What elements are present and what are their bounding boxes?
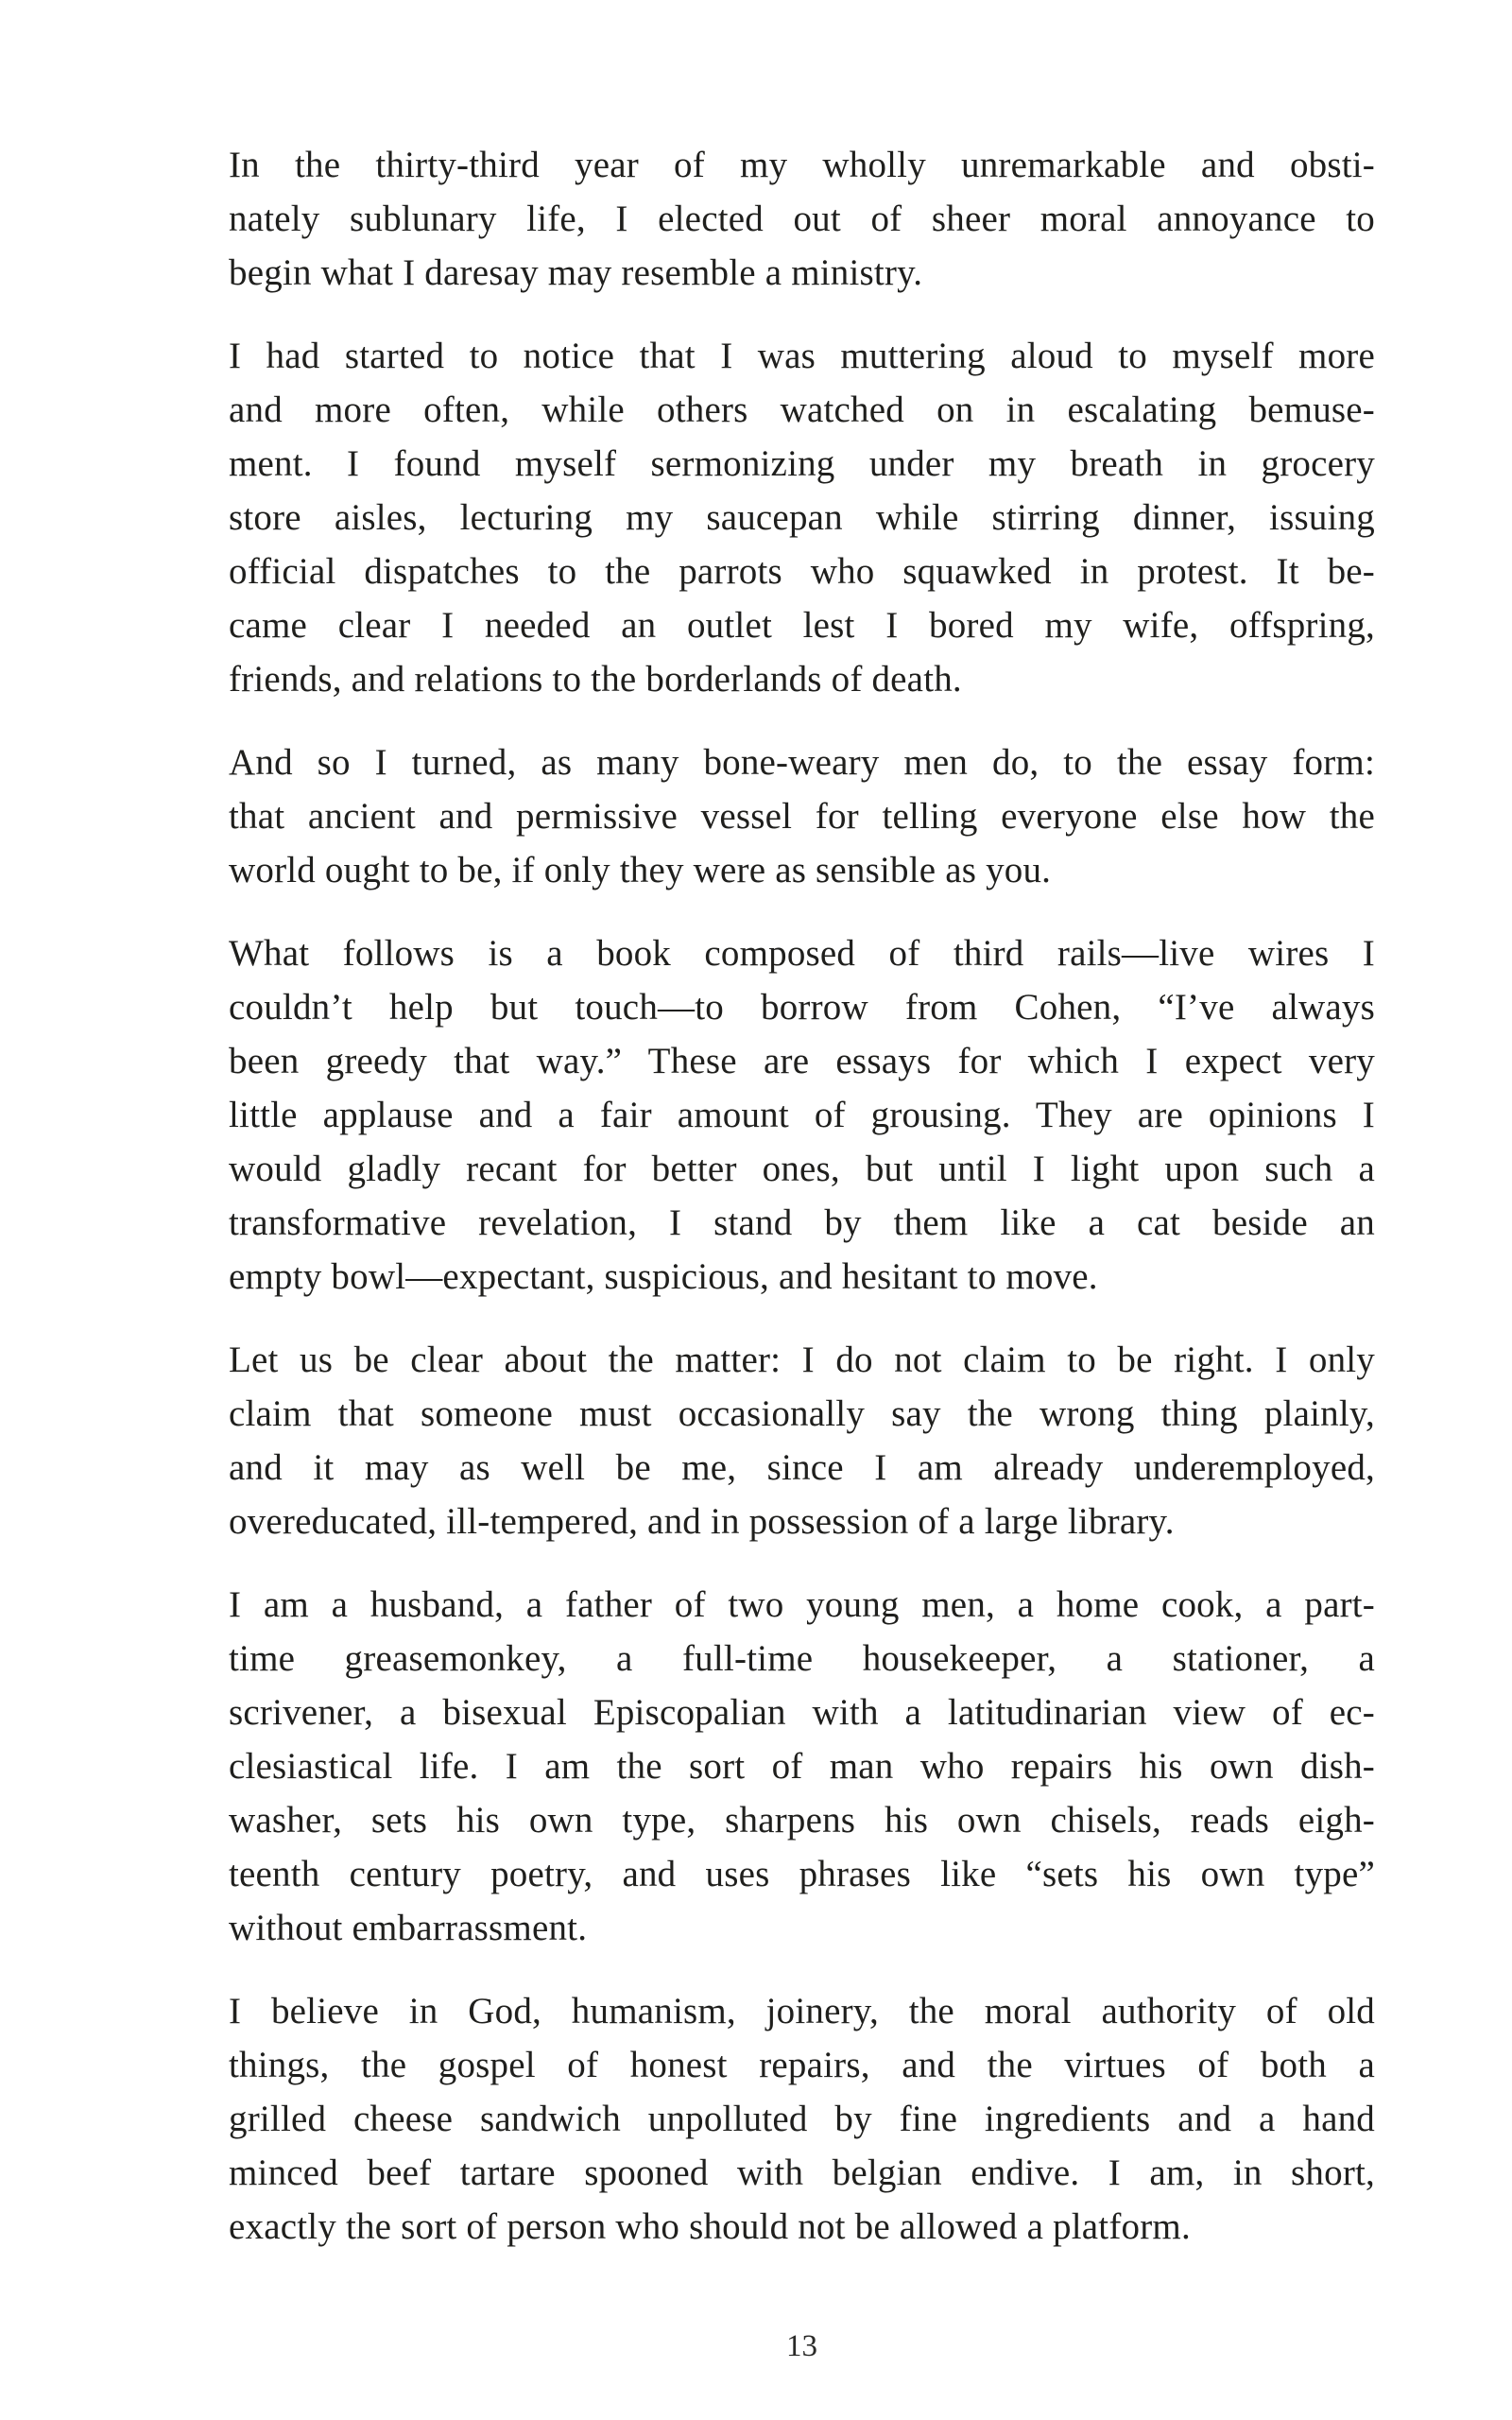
text-line: claim that someone must occasionally say the wrong thing plainly, [229,1393,1375,1434]
text-line: minced beef tartare spooned with belgian endive. I am, in short, [229,2152,1375,2193]
text-line: things, the gospel of honest repairs, and the virtues of both a [229,2045,1375,2085]
text-line: little applause and a fair amount of grousing. They are opinions I [229,1095,1375,1135]
paragraph [229,735,1375,897]
text-line: ment. I found myself sermonizing under my breath in grocery [229,443,1375,484]
text-line: would gladly recant for better ones, but until I light upon such a [229,1149,1375,1189]
text-line: What follows is a book composed of third rails—live wires I [229,933,1375,974]
text-line: Let us be clear about the matter: I do not claim to be right. I only [229,1340,1375,1380]
text-line: empty bowl—expectant, suspicious, and hesitant to move. [229,1256,1098,1297]
text-line: that ancient and permissive vessel for telling everyone else how the [229,796,1375,837]
text-line: I had started to notice that I was muttering aloud to myself more [229,336,1375,376]
text-line: washer, sets his own type, sharpens his own chisels, reads eigh- [229,1800,1375,1841]
text-line: world ought to be, if only they were as sensible as you. [229,850,1052,890]
body-text [229,138,1375,2254]
text-line: grilled cheese sandwich unpolluted by fine ingredients and a hand [229,2099,1375,2139]
text-line: and it may as well be me, since I am already underemployed, [229,1447,1375,1488]
text-line: begin what I daresay may resemble a ministry. [229,252,923,293]
text-line: transformative revelation, I stand by them like a cat beside an [229,1202,1375,1243]
text-line: clesiastical life. I am the sort of man who repairs his own dish- [229,1746,1375,1787]
text-line: I am a husband, a father of two young men, a home cook, a part- [229,1584,1375,1625]
text-line: overeducated, ill-tempered, and in possession of a large library. [229,1501,1175,1542]
text-line: couldn’t help but touch—to borrow from Cohen, “I’ve always [229,987,1375,1028]
paragraph [229,1333,1375,1548]
text-line: been greedy that way.” These are essays for which I expect very [229,1041,1375,1081]
page-number: 13 [786,2329,817,2363]
paragraph [229,329,1375,706]
text-line: scrivener, a bisexual Episcopalian with a latitudinarian view of ec- [229,1692,1375,1733]
text-line: came clear I needed an outlet lest I bored my wife, offspring, [229,605,1375,646]
text-line: without embarrassment. [229,1908,588,1948]
text-line: I believe in God, humanism, joinery, the moral authority of old [229,1991,1375,2031]
text-line: exactly the sort of person who should not be allowed a platform. [229,2206,1191,2247]
text-line: friends, and relations to the borderlands of death. [229,659,962,700]
text-line: and more often, while others watched on in escalating bemuse- [229,389,1375,430]
paragraph [229,926,1375,1304]
paragraph [229,138,1375,300]
paragraph [229,1984,1375,2254]
text-line: nately sublunary life, I elected out of sheer moral annoyance to [229,199,1375,239]
text-line: time greasemonkey, a full-time housekeeper, a stationer, a [229,1638,1375,1679]
paragraph [229,1578,1375,1955]
text-line: And so I turned, as many bone-weary men do, to the essay form: [229,742,1375,783]
text-line: official dispatches to the parrots who squawked in protest. It be- [229,551,1375,592]
text-line: In the thirty-third year of my wholly unremarkable and obsti- [229,145,1375,185]
text-line: store aisles, lecturing my saucepan while stirring dinner, issuing [229,497,1375,538]
text-line: teenth century poetry, and uses phrases like “sets his own type” [229,1854,1375,1894]
